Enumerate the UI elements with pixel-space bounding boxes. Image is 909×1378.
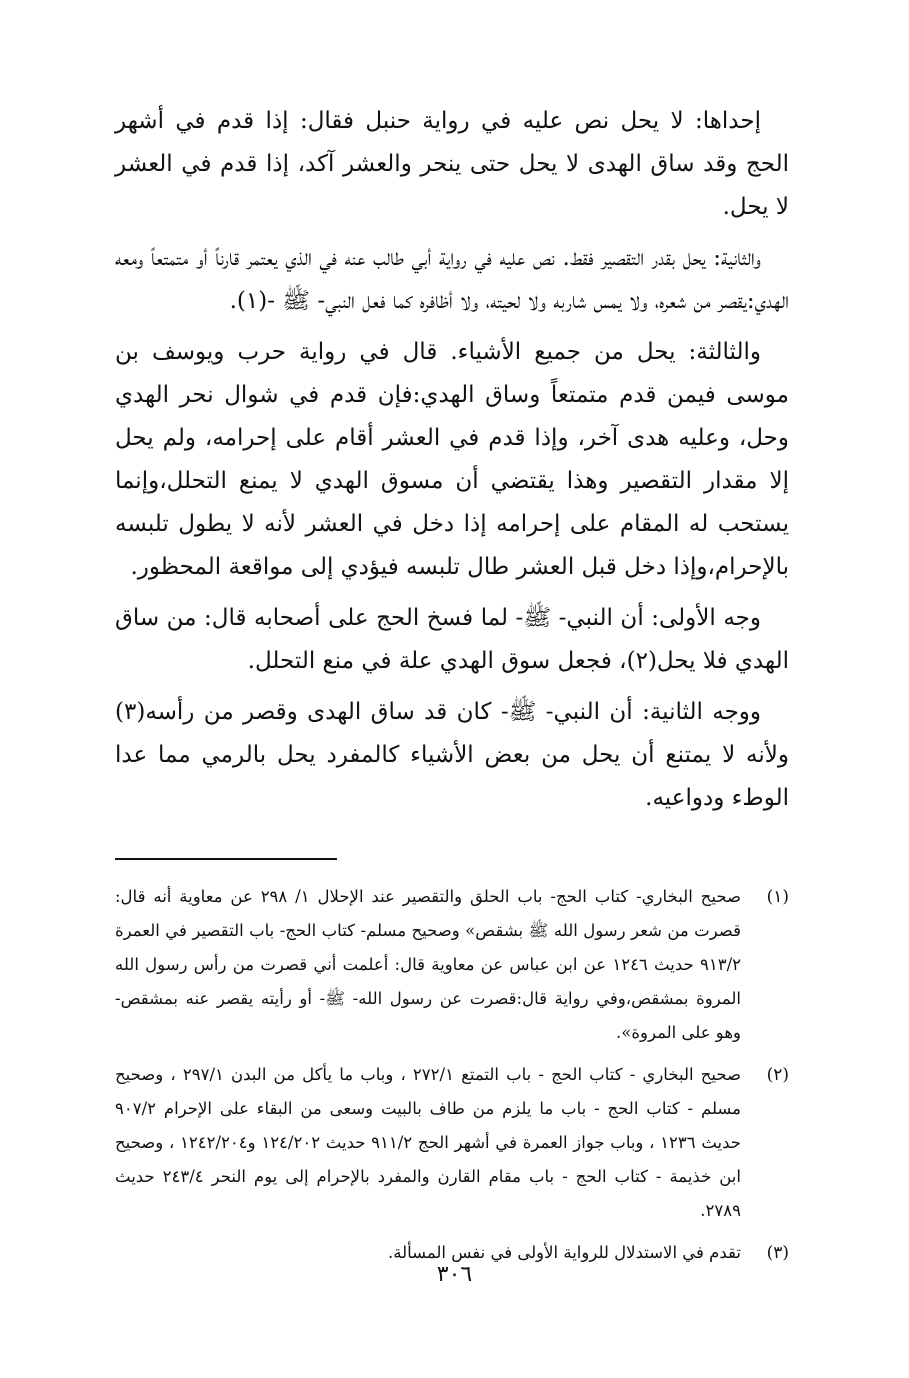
paragraph-second-reasoning: ووجه الثانية: أن النبي- ﷺ- كان قد ساق الهدى وقصر من رأسه(٣) ولأنه لا يمتنع أن يحل من بعض الأشياء كالمفرد يحل بالرمي مما عدا الوطء ودواعيه. (115, 699, 789, 811)
footnote-text: صحيح البخاري- كتاب الحج- باب الحلق والتقصير عند الإحلال ١/ ٢٩٨ عن معاوية أنه قال: قصرت من شعر رسول الله ﷺ بشقص» وصحيح مسلم- كتاب الحج- باب التقصير في العمرة ٩١٣/٢ حديث ١٢٤٦ عن ابن عباس عن معاوية قال: أعلمت أني قصرت من رأس رسول الله المروة بمشقص،وفي رواية قال:قصرت عن رسول الله- ﷺ- أو رأيته يقصر عنه بمشقص- وهو على المروة». (115, 887, 741, 1042)
footnote-text: صحيح البخاري - كتاب الحج - باب التمتع ٢٧٢/١ ، وباب ما يأكل من البدن ٢٩٧/١ ، وصحيح مسلم - كتاب الحج - باب ما يلزم من طاف بالبيت وسعى من البقاء على الإحرام ٩٠٧/٢ حديث ١٢٣٦ ، وباب جواز العمرة في أشهر الحج ٩١١/٢ حديث ١٢٤/٢٠٢ و١٢٤٢/٢٠٤ ، وصحيح ابن خذيمة - كتاب الحج - باب مقام القارن والمفرد بالإحرام إلى يوم النحر ٢٤٣/٤ حديث ٢٧٨٩. (115, 1065, 742, 1220)
footnote-1 (115, 880, 789, 1050)
footnotes (115, 880, 789, 1270)
footnote-number: (٣) (766, 1243, 789, 1263)
footnote-2 (115, 1058, 789, 1228)
main-text (115, 100, 789, 820)
footnote-number: (١) (766, 887, 789, 907)
footnote-separator (115, 858, 337, 860)
paragraph-first-narration: إحداها: لا يحل نص عليه في رواية حنبل فقال: إذا قدم في أشهر الحج وقد ساق الهدى لا يحل حتى ينحر والعشر آكد، إذا قدم في العشر لا يحل. (115, 108, 789, 220)
paragraph-first-reasoning: وجه الأولى: أن النبي- ﷺ- لما فسخ الحج على أصحابه قال: من ساق الهدي فلا يحل(٢)، فجعل سوق الهدي علة في منع التحلل. (115, 605, 789, 674)
footnote-number: (٢) (766, 1065, 789, 1085)
paragraph-second-narration: والثانية: يحل بقدر التقصير فقط. نص عليه في رواية أبي طالب عنه في الذي يعتمر قارناً أو متمتعاً ومعه الهدي:يقصر من شعره، ولا يمس شاربه ولا لحيته، ولا أظافره كما فعل النبي- ﷺ -(١). (115, 245, 789, 314)
footnote-text: تقدم في الاستدلال للرواية الأولى في نفس المسألة. (388, 1243, 741, 1262)
paragraph-third-narration: والثالثة: يحل من جميع الأشياء. قال في رواية حرب ويوسف بن موسى فيمن قدم متمتعاً وساق الهدي:فإن قدم في شوال نحر الهدي وحل، وعليه هدى آخر، وإذا قدم في العشر أقام على إحرامه، ولم يحل إلا مقدار التقصير وهذا يقتضي أن مسوق الهدي لا يمنع التحلل،وإنما يستحب له المقام على إحرامه إذا دخل في العشر لأنه لا يطول تلبسه بالإحرام،وإذا دخل قبل العشر طال تلبسه فيؤدي إلى مواقعة المحظور. (115, 339, 789, 580)
footnote-separator-wrap (115, 828, 789, 880)
page-number: ٣٠٦ (436, 1262, 473, 1287)
